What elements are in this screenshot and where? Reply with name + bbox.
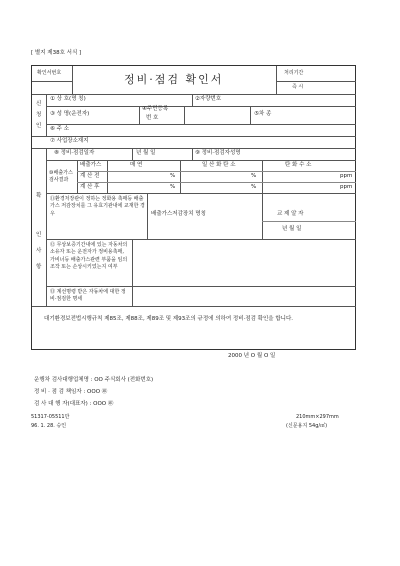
confirmation-form [31,65,356,359]
after-calc-label: 계 산 후 [80,184,100,190]
form-tag: [ 별지 제38호 서식 ] [31,50,82,56]
before-hc-unit: ppm [340,173,353,179]
replacement-date-label: 교 제 알 자 [277,211,304,217]
form-title: 정비·점검 확인서 [124,73,224,86]
check-side-2: 인 [36,232,42,238]
business-name-label: ① 상 호(명 칭) [50,96,86,102]
receipt-no-label: 확인서번호 [37,70,62,76]
rrn-label-1: ④주민등록 [142,106,169,112]
representative-signature: 검 사 대 행 자(대표자) : OOO ㊞ [34,401,114,407]
after-smoke-unit: % [170,184,176,190]
smoke-column: 매 연 [130,162,143,168]
check-side-1: 확 [36,193,42,199]
tampering-check-text: ⑫ 무상보증기간내에 있는 자동차의 소유자 또는 운전자가 정비용촉매, 가비너등 배출가스관련 부품을 임의 조작 또는 손상시키었는지 여부 [50,242,128,270]
inspector-signature: 정 비 · 점 검 책임자 : OOO ㊞ [34,389,108,395]
owner-name-label: ③ 성 명(운전자) [50,111,90,117]
approval-date: 96. 1. 28. 승인 [31,423,67,429]
before-smoke-unit: % [170,173,176,179]
catalyst-replacement-text: ⑪환경처장관이 정하는 정화용 촉매등 배출가스 저감장치를 그 유효기관내에 교재한 경우 [50,196,145,217]
vehicle-number-label: ②자량번호 [195,96,222,102]
before-co-unit: % [251,173,257,179]
technician-name-label: ⑨ 정비·점검자성명 [195,150,241,156]
processing-period-value: 즉 시 [292,84,304,90]
rrn-label-2: 번 호 [146,115,159,121]
form-code: 51317-05511만 [31,414,70,420]
hc-column: 탄 화 수 소 [285,162,312,168]
applicant-side-3: 인 [36,123,42,129]
check-side-3: 사 [36,248,42,254]
reduction-device-name-label: 배출가스저감장치 명칭 [151,211,206,217]
inspection-company: 운행차 검사대행업체명 : OO 주식회사 (전화번호) [34,377,154,383]
business-location-label: ⑦ 사업장소재지 [50,138,89,144]
replacement-date-value: 년 월 일 [282,226,302,232]
emission-header: 배출가스 [80,162,102,168]
address-label: ⑥ 주 소 [50,126,70,132]
repair-order-text: ⑬ 계선명령 받은 자동차에 대한 정비·점검한 명세 [50,289,126,303]
service-date-value: 년 월 일 [136,150,156,156]
emission-result-label: ⑩배출가스 검사결과 [49,170,73,184]
vehicle-type-label: ⑤차 종 [254,111,272,117]
applicant-side-1: 신 [36,101,42,107]
service-date-label: ⑧ 정비·점검일자 [54,150,95,156]
legal-statement: 대기환경보전법시행규칙 제85조, 제88조, 제89조 및 제93조의 규정에 의하여 정비·점검 확인을 합니다. [44,316,294,322]
before-calc-label: 계 산 전 [80,173,100,179]
after-co-unit: % [251,184,257,190]
check-side-4: 항 [36,264,42,270]
processing-period-label: 처리기간 [284,70,304,76]
issue-date: 2000 년 O 월 O 일 [228,353,276,359]
paper-size: 210mm×297mm [296,414,339,420]
paper-weight: (신문용지 54g/㎡) [286,423,328,429]
co-column: 일 산 화 탄 소 [202,162,236,168]
applicant-side-2: 청 [36,112,42,118]
after-hc-unit: ppm [340,184,353,190]
